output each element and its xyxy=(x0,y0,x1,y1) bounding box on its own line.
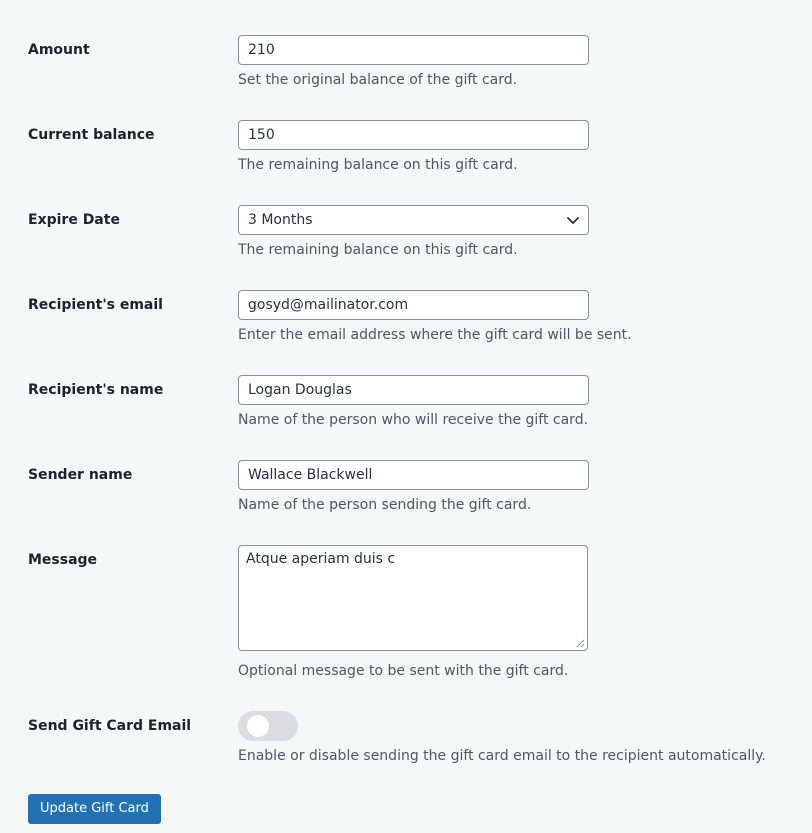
amount-field[interactable] xyxy=(238,35,589,65)
sender-name-description: Name of the person sending the gift card. xyxy=(238,497,532,513)
recipient-email-description: Enter the email address where the gift card will be sent. xyxy=(238,327,632,343)
amount-input[interactable] xyxy=(248,36,579,64)
expire-date-label: Expire Date xyxy=(28,212,120,228)
chevron-down-icon xyxy=(566,213,580,227)
message-textarea[interactable] xyxy=(238,545,588,651)
message-text: Atque aperiam duis c xyxy=(246,551,396,567)
update-gift-card-button[interactable]: Update Gift Card xyxy=(28,794,161,824)
current-balance-label: Current balance xyxy=(28,127,155,143)
recipient-email-field[interactable] xyxy=(238,290,589,320)
message-label: Message xyxy=(28,552,98,568)
expire-date-description: The remaining balance on this gift card. xyxy=(238,242,518,258)
send-email-label: Send Gift Card Email xyxy=(28,718,192,734)
expire-date-value: 3 Months xyxy=(248,212,313,228)
sender-name-input[interactable] xyxy=(248,461,579,489)
recipient-name-input[interactable] xyxy=(248,376,579,404)
send-email-toggle[interactable] xyxy=(238,711,298,741)
send-email-description: Enable or disable sending the gift card email to the recipient automatically. xyxy=(238,748,766,764)
sender-name-field[interactable] xyxy=(238,460,589,490)
toggle-knob xyxy=(247,715,269,737)
expire-date-select[interactable] xyxy=(238,205,589,235)
message-description: Optional message to be sent with the gift card. xyxy=(238,663,569,679)
resize-handle-icon[interactable] xyxy=(576,639,585,648)
amount-label: Amount xyxy=(28,42,90,58)
recipient-name-description: Name of the person who will receive the gift card. xyxy=(238,412,589,428)
amount-description: Set the original balance of the gift card. xyxy=(238,72,518,88)
recipient-email-input[interactable] xyxy=(248,291,579,319)
current-balance-field[interactable] xyxy=(238,120,589,150)
recipient-name-field[interactable] xyxy=(238,375,589,405)
current-balance-description: The remaining balance on this gift card. xyxy=(238,157,518,173)
recipient-email-label: Recipient's email xyxy=(28,297,163,313)
sender-name-label: Sender name xyxy=(28,467,133,483)
current-balance-input[interactable] xyxy=(248,121,579,149)
recipient-name-label: Recipient's name xyxy=(28,382,164,398)
